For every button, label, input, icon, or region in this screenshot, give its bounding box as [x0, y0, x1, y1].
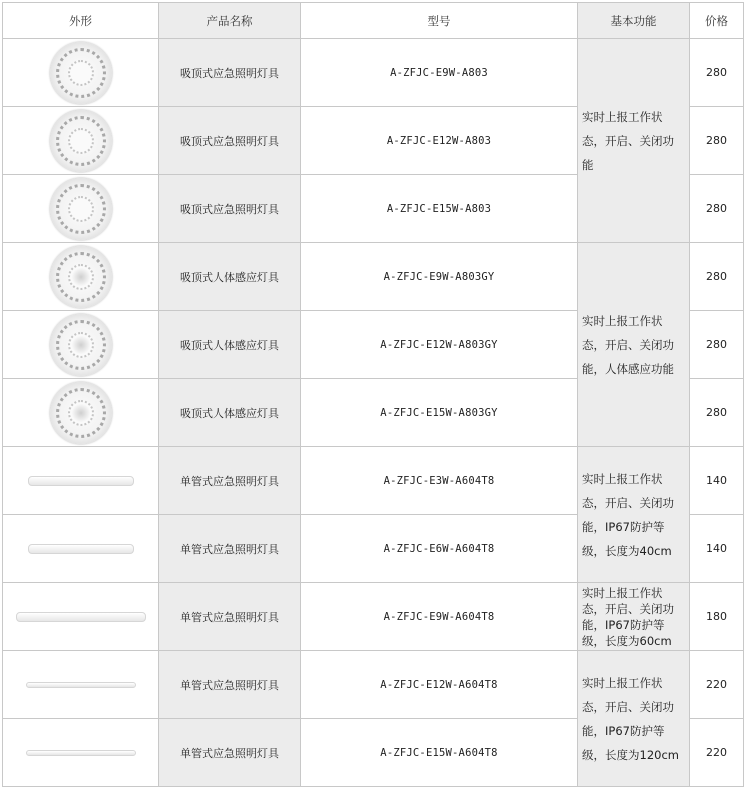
product-price: 180: [690, 583, 744, 651]
header-function: 基本功能: [578, 3, 690, 39]
round-ceiling-lamp-image: [50, 178, 112, 240]
tube-lamp-image: [26, 682, 136, 688]
product-name: 吸顶式人体感应灯具: [159, 243, 301, 311]
product-price: 280: [690, 243, 744, 311]
product-model: A-ZFJC-E9W-A803: [301, 39, 578, 107]
header-model: 型号: [301, 3, 578, 39]
product-image-cell: [3, 107, 159, 175]
product-model: A-ZFJC-E3W-A604T8: [301, 447, 578, 515]
product-image-cell: [3, 719, 159, 787]
product-name: 吸顶式应急照明灯具: [159, 107, 301, 175]
product-model: A-ZFJC-E9W-A803GY: [301, 243, 578, 311]
product-image-cell: [3, 379, 159, 447]
product-model: A-ZFJC-E9W-A604T8: [301, 583, 578, 651]
table-row: [3, 39, 744, 107]
product-model: A-ZFJC-E12W-A803: [301, 107, 578, 175]
tube-lamp-image: [28, 544, 134, 554]
product-name: 单管式应急照明灯具: [159, 583, 301, 651]
function-cell: 实时上报工作状态，开启、关闭功能，IP67防护等级，长度为60cm: [578, 583, 690, 651]
product-name: 吸顶式应急照明灯具: [159, 39, 301, 107]
product-name: 吸顶式人体感应灯具: [159, 311, 301, 379]
function-cell: 实时上报工作状态，开启、关闭功能，IP67防护等级，长度为120cm: [578, 651, 690, 787]
table-row: [3, 651, 744, 719]
product-image-cell: [3, 447, 159, 515]
product-model: A-ZFJC-E15W-A604T8: [301, 719, 578, 787]
product-name: 吸顶式人体感应灯具: [159, 379, 301, 447]
function-cell: 实时上报工作状态，开启、关闭功能: [578, 39, 690, 243]
header-row: [3, 3, 744, 39]
product-name: 吸顶式应急照明灯具: [159, 175, 301, 243]
table-row: [3, 447, 744, 515]
round-sensor-lamp-image: [50, 382, 112, 444]
tube-lamp-image: [16, 612, 146, 622]
round-ceiling-lamp-image: [50, 42, 112, 104]
round-ceiling-lamp-image: [50, 110, 112, 172]
product-name: 单管式应急照明灯具: [159, 651, 301, 719]
product-model: A-ZFJC-E15W-A803GY: [301, 379, 578, 447]
product-price: 280: [690, 175, 744, 243]
product-model: A-ZFJC-E15W-A803: [301, 175, 578, 243]
function-cell: 实时上报工作状态，开启、关闭功能，IP67防护等级，长度为40cm: [578, 447, 690, 583]
product-price: 280: [690, 379, 744, 447]
function-cell: 实时上报工作状态，开启、关闭功能，人体感应功能: [578, 243, 690, 447]
product-model: A-ZFJC-E12W-A604T8: [301, 651, 578, 719]
header-appearance: 外形: [3, 3, 159, 39]
product-name: 单管式应急照明灯具: [159, 515, 301, 583]
product-price: 140: [690, 515, 744, 583]
product-price: 280: [690, 107, 744, 175]
round-sensor-lamp-image: [50, 314, 112, 376]
product-price: 220: [690, 651, 744, 719]
round-sensor-lamp-image: [50, 246, 112, 308]
product-model: A-ZFJC-E12W-A803GY: [301, 311, 578, 379]
product-table: [2, 2, 744, 787]
table-row: [3, 583, 744, 651]
product-image-cell: [3, 515, 159, 583]
product-image-cell: [3, 583, 159, 651]
header-price: 价格: [690, 3, 744, 39]
product-image-cell: [3, 311, 159, 379]
product-price: 140: [690, 447, 744, 515]
product-image-cell: [3, 243, 159, 311]
tube-lamp-image: [28, 476, 134, 486]
product-image-cell: [3, 175, 159, 243]
product-price: 220: [690, 719, 744, 787]
tube-lamp-image: [26, 750, 136, 756]
product-name: 单管式应急照明灯具: [159, 719, 301, 787]
product-image-cell: [3, 651, 159, 719]
product-image-cell: [3, 39, 159, 107]
product-price: 280: [690, 311, 744, 379]
product-price: 280: [690, 39, 744, 107]
table-row: [3, 243, 744, 311]
product-name: 单管式应急照明灯具: [159, 447, 301, 515]
product-model: A-ZFJC-E6W-A604T8: [301, 515, 578, 583]
header-name: 产品名称: [159, 3, 301, 39]
